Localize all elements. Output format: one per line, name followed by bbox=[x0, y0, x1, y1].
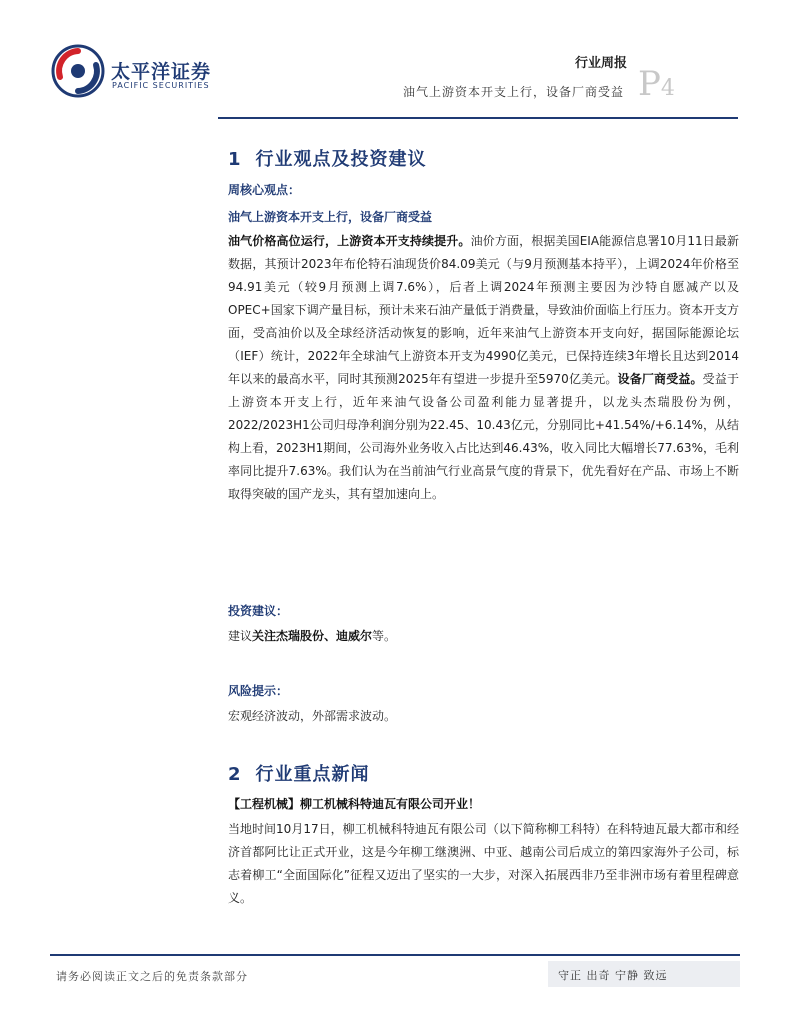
section-number: 1 bbox=[228, 149, 242, 170]
news-title: 【工程机械】柳工机械科特迪瓦有限公司开业！ bbox=[228, 797, 481, 811]
page-digit: 4 bbox=[660, 76, 675, 101]
section-title: 行业观点及投资建议 bbox=[255, 149, 427, 170]
core-view-headline: 油气上游资本开支上行，设备厂商受益 bbox=[228, 210, 433, 224]
para-body-1: 油价方面，根据美国EIA能源信息署10月11日最新数据，其预计2023年布伦特石油现货价84.09美元（与9月预测基本持平），上调2024年价格至94.91美元（较9月预测上调7.6%），后者上调2024年预测主要因为沙特自愿减产以及OPEC+国家下调产量目标，预计未来石油产量低于消费量，导致油价面临上行压力。资本开支方面，受高油价以及全球经济活动恢复的影响，近年来油气上游资本开支向好，据国际能源论坛（IEF）统计，2022年全球油气上游资本开支为4990亿美元，已保持连续3年增长且达到2014年以来的最高水平，同时其预测2025年有望进一步提升至5970亿美元。 bbox=[228, 234, 739, 386]
report-subtitle: 油气上游资本开支上行，设备厂商受益 bbox=[403, 85, 625, 99]
logo-text-cn: 太平洋证券 bbox=[111, 61, 212, 83]
investment-advice-text bbox=[228, 625, 739, 648]
footer-disclaimer: 请务必阅读正文之后的免责条款部分 bbox=[56, 970, 248, 983]
investment-advice-label: 投资建议： bbox=[228, 604, 289, 618]
core-view-label: 周核心观点： bbox=[228, 183, 301, 197]
invest-post: 等。 bbox=[372, 629, 397, 643]
header-divider bbox=[218, 117, 738, 119]
footer-motto: 守正 出奇 宁静 致远 bbox=[558, 969, 668, 982]
news-body: 当地时间10月17日，柳工机械科特迪瓦有限公司（以下简称柳工科特）在科特迪瓦最大都市和经济首都阿比让正式开业，这是今年柳工继澳洲、中亚、越南公司后成立的第四家海外子公司，标志着柳工“全面国际化”征程又迈出了坚实的一大步，对深入拓展西非乃至非洲市场有着里程碑意义。 bbox=[228, 822, 739, 905]
para-body-2: 受益于上游资本开支上行，近年来油气设备公司盈利能力显著提升，以龙头杰瑞股份为例，2022/2023H1公司归母净利润分别为22.45、10.43亿元，分别同比+41.54%/+6.14%，从结构上看，2023H1期间，公司海外业务收入占比达到46.43%，收入同比大幅增长77.63%，毛利率同比提升7.63%。我们认为在当前油气行业高景气度的背景下，优先看好在产品、市场上不断取得突破的国产龙头，其有望加速向上。 bbox=[228, 372, 739, 501]
core-view-paragraph bbox=[228, 230, 739, 506]
section-heading-1 bbox=[228, 145, 427, 171]
invest-pre: 建议 bbox=[228, 629, 253, 643]
para-bold-2: 设备厂商受益。 bbox=[617, 372, 703, 386]
invest-bold: 关注杰瑞股份、迪威尔 bbox=[252, 629, 373, 643]
para-lead: 油气价格高位运行，上游资本开支持续提升。 bbox=[228, 234, 471, 248]
page-number bbox=[638, 64, 675, 104]
page-letter: P bbox=[638, 64, 661, 104]
risk-warning-text: 宏观经济波动，外部需求波动。 bbox=[228, 709, 397, 723]
section-heading-2 bbox=[228, 760, 370, 786]
footer-divider bbox=[50, 954, 740, 956]
company-logo-icon bbox=[50, 43, 106, 99]
section-title: 行业重点新闻 bbox=[255, 764, 370, 785]
report-type: 行业周报 bbox=[575, 56, 628, 71]
logo-text-en: PACIFIC SECURITIES bbox=[112, 81, 210, 90]
section-number: 2 bbox=[228, 764, 242, 785]
risk-warning-label: 风险提示： bbox=[228, 684, 289, 698]
